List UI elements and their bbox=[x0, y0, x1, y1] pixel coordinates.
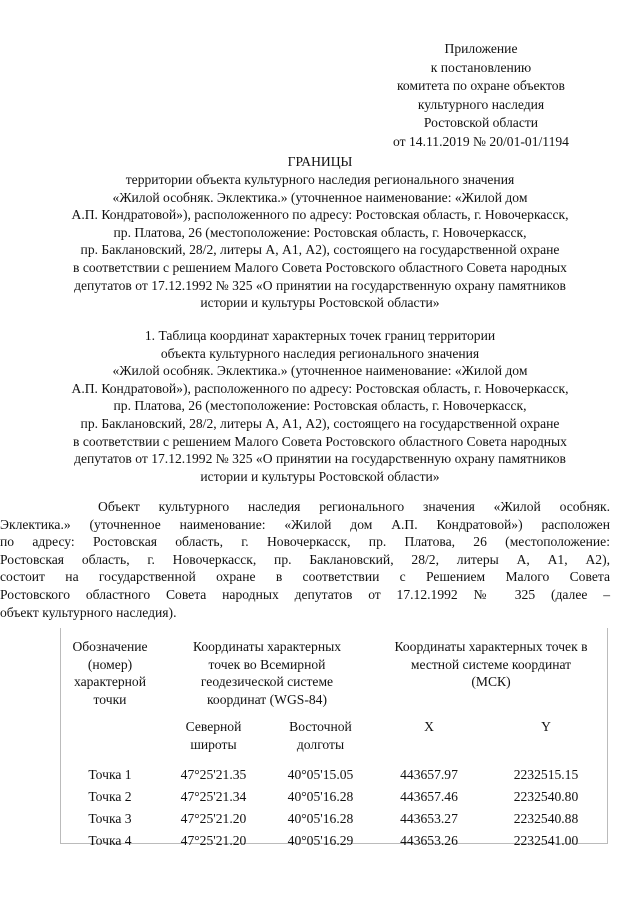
section-line: пр. Платова, 26 (местоположение: Ростовская область, г. Новочеркасск, bbox=[113, 398, 527, 414]
section-line: объекта культурного наследия регионального значения bbox=[160, 345, 480, 361]
heading-line: в соответствии с решением Малого Совета Ростовского областного Совета народных bbox=[73, 259, 567, 275]
paragraph-line: объект культурного наследия). bbox=[0, 604, 177, 620]
subheader-text: Северной bbox=[185, 719, 242, 734]
cell-y: 2232541.00 bbox=[513, 833, 579, 848]
cell-point: Точка 1 bbox=[88, 767, 132, 782]
appendix-line: Ростовской области bbox=[423, 115, 539, 131]
appendix-line: к постановлению bbox=[430, 59, 532, 75]
table-row bbox=[60, 806, 608, 828]
paragraph-line: Объект культурного наследия регионального значения «Жилой особняк. bbox=[98, 499, 610, 514]
cell-x: 443657.46 bbox=[400, 789, 458, 804]
header-text: Обозначение bbox=[72, 639, 148, 654]
cell-y: 2232515.15 bbox=[513, 767, 579, 782]
subheader-y: Y bbox=[541, 719, 551, 734]
paragraph-line: по адресу: Ростовская область, г. Новочеркасск, пр. Платова, 26 (местоположение: bbox=[0, 534, 610, 550]
heading-line: «Жилой особняк. Эклектика.» (уточненное наименование: «Жилой дом bbox=[112, 189, 528, 205]
header-text: (номер) bbox=[87, 656, 133, 672]
header-text: характерной bbox=[73, 674, 147, 690]
coordinates-table bbox=[60, 632, 608, 850]
cell-point: Точка 2 bbox=[88, 789, 132, 804]
header-text: Координаты характерных точек в bbox=[394, 639, 588, 654]
paragraph-line: Ростовского областного Совета народных депутатов от 17.12.1992 № 325 (далее – bbox=[0, 586, 610, 602]
section-line: пр. Баклановский, 28/2, литеры А, А1, А2), состоящего на государственной охране bbox=[80, 415, 560, 431]
table-row bbox=[60, 762, 608, 784]
heading-line: пр. Баклановский, 28/2, литеры А, А1, А2), состоящего на государственной охране bbox=[80, 242, 560, 258]
cell-y: 2232540.88 bbox=[513, 811, 579, 826]
subheader-text: Восточной bbox=[289, 719, 352, 734]
appendix-line: комитета по охране объектов bbox=[397, 78, 565, 94]
heading-line: А.П. Кондратовой»), расположенного по адресу: Ростовская область, г. Новочеркасск, bbox=[71, 207, 569, 223]
heading-line: территории объекта культурного наследия регионального значения bbox=[125, 172, 515, 187]
header-wgs bbox=[160, 632, 374, 718]
cell-east: 40°05'16.28 bbox=[287, 789, 354, 804]
section-line: депутатов от 17.12.1992 № 325 «О принятии на государственную охрану памятников bbox=[74, 451, 566, 467]
table-row bbox=[60, 828, 608, 850]
cell-point: Точка 3 bbox=[88, 811, 132, 826]
header-text: точки bbox=[93, 691, 127, 707]
cell-x: 443653.27 bbox=[400, 811, 458, 826]
header-text: координат (WGS-84) bbox=[207, 691, 327, 707]
subheader-text: широты bbox=[190, 736, 237, 752]
cell-x: 443653.26 bbox=[400, 833, 458, 848]
cell-north: 47°25'21.20 bbox=[180, 833, 247, 848]
appendix-header bbox=[366, 40, 596, 152]
section-line: истории и культуры Ростовской области» bbox=[200, 468, 440, 484]
subheader-x: X bbox=[424, 719, 434, 734]
body-paragraph bbox=[0, 498, 610, 621]
heading-line: истории и культуры Ростовской области» bbox=[200, 295, 440, 311]
header-text: местной системе координат bbox=[410, 656, 572, 672]
cell-point: Точка 4 bbox=[88, 833, 132, 848]
header-msk bbox=[374, 632, 608, 718]
section-heading bbox=[30, 327, 610, 485]
cell-north: 47°25'21.20 bbox=[180, 811, 247, 826]
table-row bbox=[60, 784, 608, 806]
header-text: (МСК) bbox=[471, 674, 511, 690]
cell-y: 2232540.80 bbox=[513, 789, 579, 804]
heading-line: пр. Платова, 26 (местоположение: Ростовская область, г. Новочеркасск, bbox=[113, 224, 527, 240]
section-line: 1. Таблица координат характерных точек границ территории bbox=[144, 328, 496, 343]
paragraph-line: состоит на государственной охране в соответствии с Решением Малого Совета bbox=[0, 569, 610, 585]
cell-east: 40°05'16.28 bbox=[287, 811, 354, 826]
subheader-east bbox=[267, 718, 374, 762]
section-line: «Жилой особняк. Эклектика.» (уточненное наименование: «Жилой дом bbox=[112, 363, 528, 379]
header-point bbox=[60, 632, 160, 762]
document-title: ГРАНИЦЫ bbox=[287, 154, 353, 169]
appendix-line: от 14.11.2019 № 20/01-01/1194 bbox=[393, 133, 569, 149]
cell-x: 443657.97 bbox=[400, 767, 458, 782]
cell-north: 47°25'21.35 bbox=[180, 767, 247, 782]
appendix-line: Приложение bbox=[444, 41, 518, 56]
appendix-line: культурного наследия bbox=[417, 96, 545, 112]
header-text: точек во Всемирной bbox=[208, 656, 326, 672]
subheader-north bbox=[160, 718, 267, 762]
heading-line: депутатов от 17.12.1992 № 325 «О принятии на государственную охрану памятников bbox=[74, 277, 566, 293]
cell-east: 40°05'16.29 bbox=[287, 833, 354, 848]
document-heading bbox=[30, 152, 610, 312]
header-text: Координаты характерных bbox=[192, 639, 342, 654]
subheader-text: долготы bbox=[296, 736, 345, 752]
paragraph-line: Эклектика.» (уточненное наименование: «Жилой дом А.П. Кондратовой») расположен bbox=[0, 516, 610, 532]
section-line: в соответствии с решением Малого Совета Ростовского областного Совета народных bbox=[73, 433, 567, 449]
section-line: А.П. Кондратовой»), расположенного по адресу: Ростовская область, г. Новочеркасск, bbox=[71, 380, 569, 396]
table-header-row bbox=[60, 632, 608, 718]
header-text: геодезической системе bbox=[200, 674, 334, 690]
cell-north: 47°25'21.34 bbox=[180, 789, 247, 804]
paragraph-line: Ростовская область, г. Новочеркасск, пр. Баклановский, 28/2, литеры А, А1, А2), bbox=[0, 551, 610, 567]
cell-east: 40°05'15.05 bbox=[287, 767, 354, 782]
